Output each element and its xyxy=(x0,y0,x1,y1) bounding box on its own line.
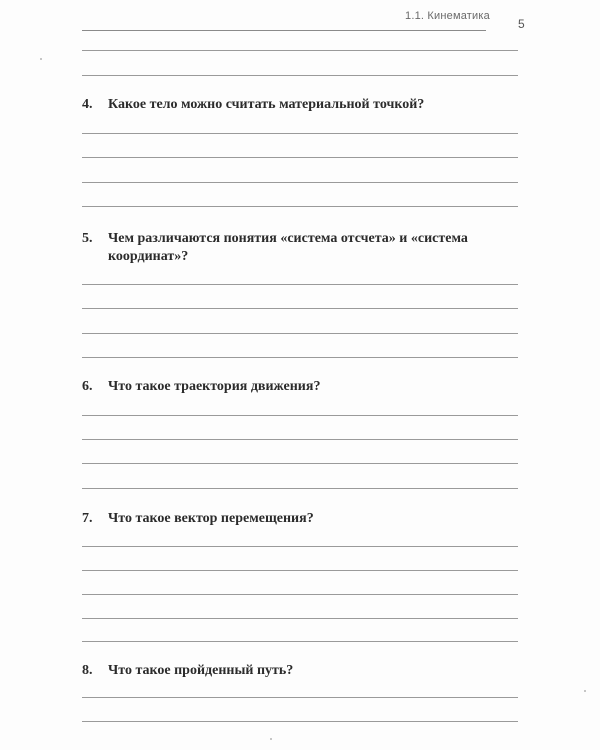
page-number: 5 xyxy=(518,17,525,31)
answer-line xyxy=(82,594,518,595)
question-6 xyxy=(82,378,522,396)
answer-line xyxy=(82,415,518,416)
answer-line xyxy=(82,488,518,489)
question-text: Чем различаются понятия «система отсчета» и «система xyxy=(108,231,468,246)
answer-line xyxy=(82,721,518,722)
answer-line xyxy=(82,133,518,134)
answer-line xyxy=(82,308,518,309)
running-head: 1.1. Кинематика xyxy=(405,10,490,22)
answer-line xyxy=(82,618,518,619)
question-number: 8. xyxy=(82,663,93,678)
answer-line xyxy=(82,75,518,76)
question-text: Что такое траектория движения? xyxy=(108,379,321,394)
question-number: 6. xyxy=(82,379,93,394)
answer-line xyxy=(82,206,518,207)
answer-line xyxy=(82,284,518,285)
question-8 xyxy=(82,662,522,680)
answer-line xyxy=(82,570,518,571)
question-4 xyxy=(82,96,522,114)
scan-speck xyxy=(40,58,42,60)
answer-line xyxy=(82,439,518,440)
question-number: 7. xyxy=(82,511,93,526)
answer-line xyxy=(82,463,518,464)
header-rule xyxy=(82,30,486,31)
question-text-continued: координат»? xyxy=(108,249,189,264)
answer-line xyxy=(82,50,518,51)
question-number: 4. xyxy=(82,97,93,112)
question-number: 5. xyxy=(82,231,93,246)
answer-line xyxy=(82,157,518,158)
answer-line xyxy=(82,333,518,334)
question-7 xyxy=(82,510,522,528)
answer-line xyxy=(82,357,518,358)
answer-line xyxy=(82,697,518,698)
scan-speck xyxy=(270,738,272,740)
answer-line xyxy=(82,641,518,642)
answer-line xyxy=(82,182,518,183)
answer-line xyxy=(82,546,518,547)
question-text: Что такое пройденный путь? xyxy=(108,663,294,678)
question-text: Что такое вектор перемещения? xyxy=(108,511,314,526)
question-text: Какое тело можно считать материальной точкой? xyxy=(108,97,425,112)
question-5 xyxy=(82,230,522,266)
scan-speck xyxy=(584,690,586,692)
